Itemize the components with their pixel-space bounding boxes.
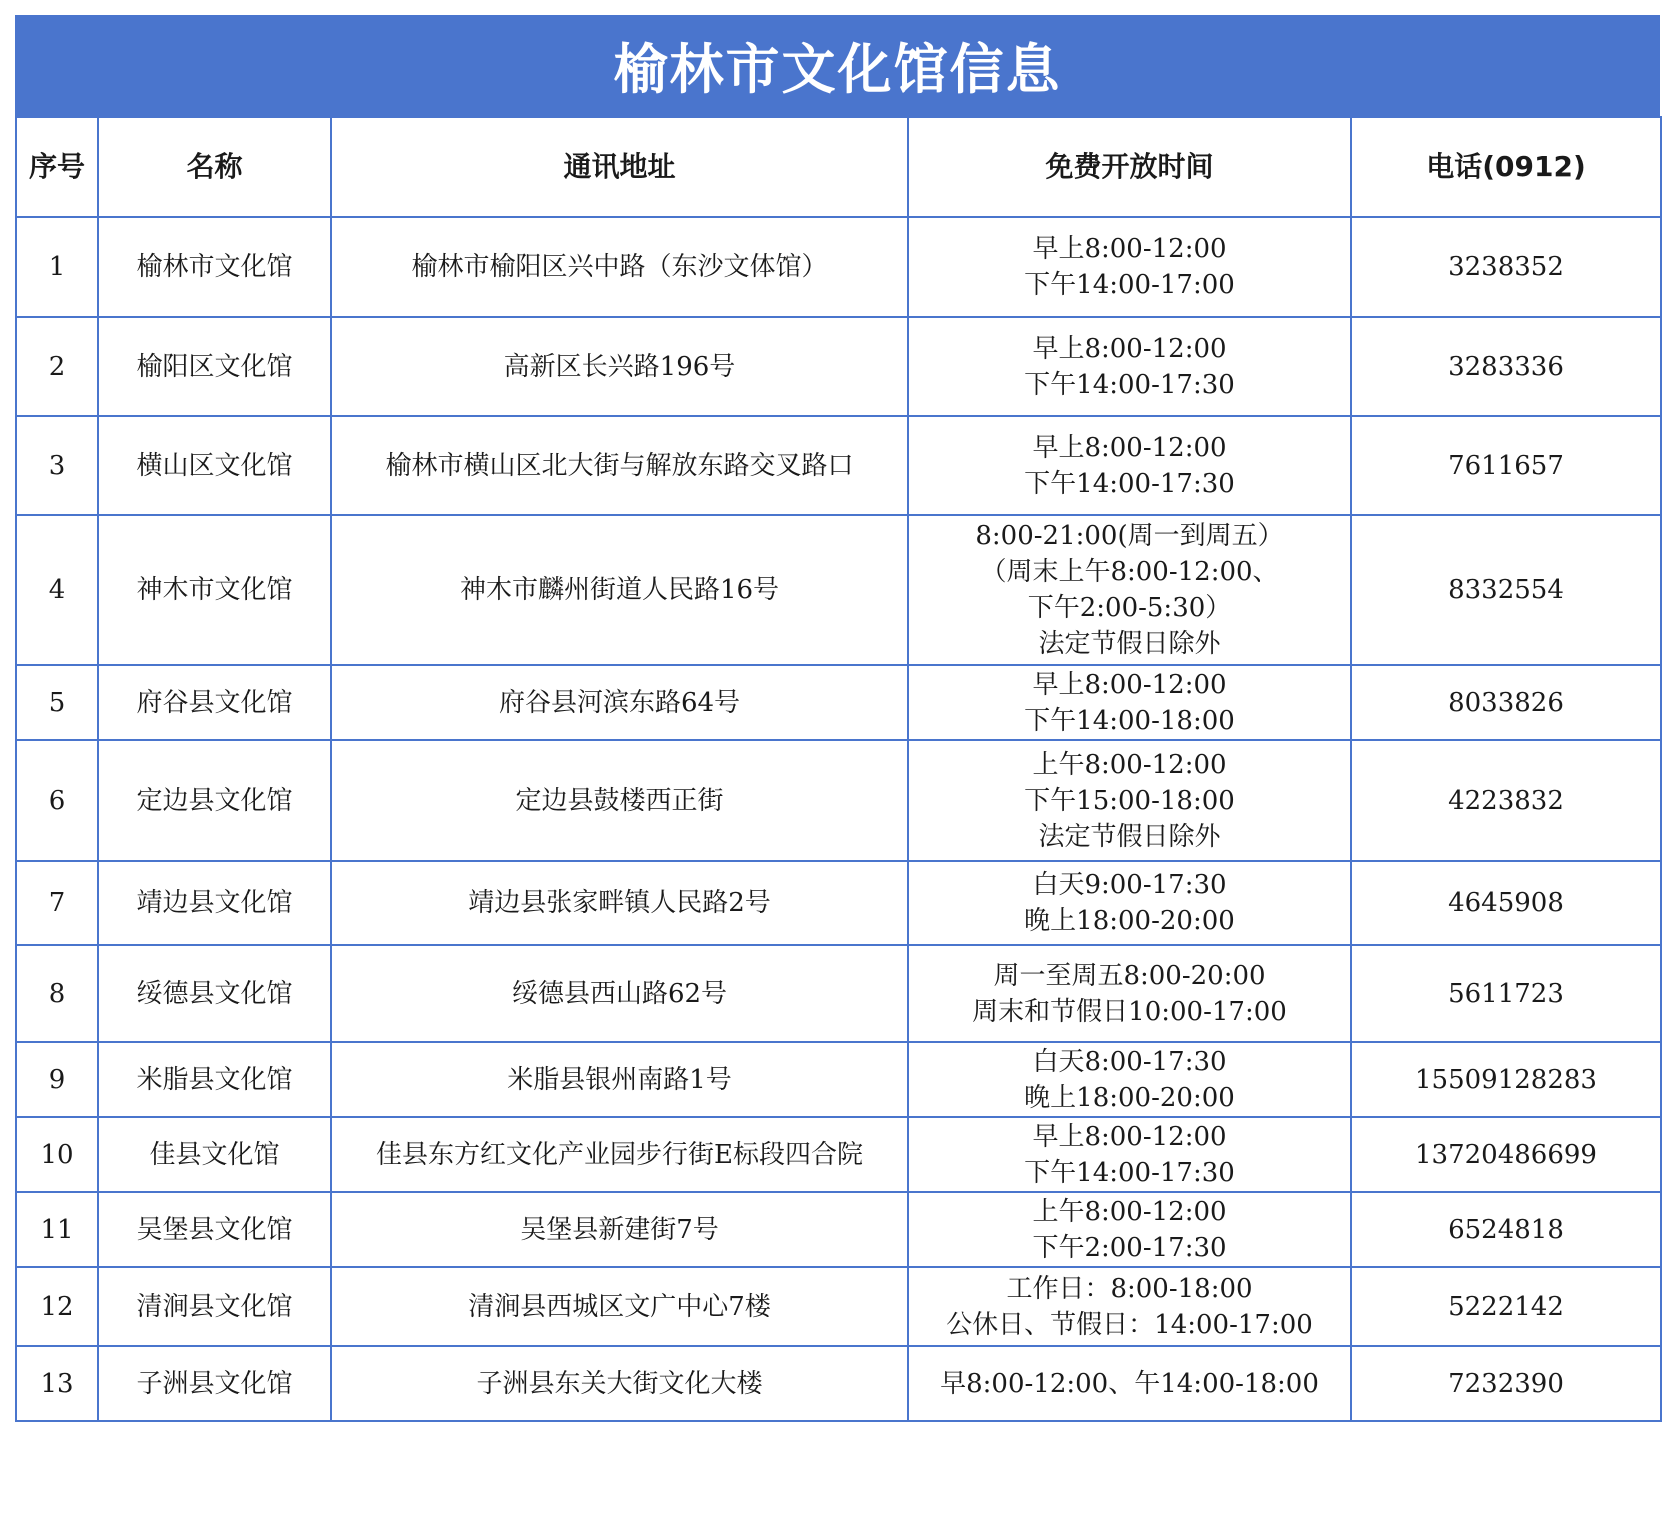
phone-number: 7232390 <box>1351 1346 1661 1421</box>
row-number: 1 <box>16 217 98 317</box>
opening-hours-line: 下午14:00-17:00 <box>1024 270 1235 300</box>
phone-number: 13720486699 <box>1351 1117 1661 1192</box>
phone-number: 7611657 <box>1351 416 1661 515</box>
opening-hours-line: 法定节假日除外 <box>1038 821 1221 852</box>
opening-hours-line: 上午8:00-12:00 <box>1032 749 1227 780</box>
phone-number: 5611723 <box>1351 945 1661 1042</box>
opening-hours <box>908 317 1351 416</box>
opening-hours-line: 上午8:00-12:00 <box>1032 1196 1227 1227</box>
center-name: 神木市文化馆 <box>98 515 331 665</box>
table-row <box>16 1042 1661 1117</box>
center-name: 榆林市文化馆 <box>98 217 331 317</box>
opening-hours-line: 白天9:00-17:30 <box>1032 870 1227 900</box>
center-name: 定边县文化馆 <box>98 740 331 861</box>
row-number: 13 <box>16 1346 98 1421</box>
opening-hours-line: （周末上午8:00-12:00、 <box>980 557 1279 587</box>
table-row <box>16 740 1661 861</box>
table-row <box>16 317 1661 416</box>
opening-hours <box>908 416 1351 515</box>
opening-hours-line: 下午14:00-17:30 <box>1024 1157 1235 1188</box>
phone-number: 3238352 <box>1351 217 1661 317</box>
page-title: 榆林市文化馆信息 <box>15 15 1660 116</box>
row-number: 6 <box>16 740 98 861</box>
phone-number: 4645908 <box>1351 861 1661 945</box>
phone-number: 15509128283 <box>1351 1042 1661 1117</box>
center-address: 榆林市横山区北大街与解放东路交叉路口 <box>331 416 908 515</box>
center-name: 子洲县文化馆 <box>98 1346 331 1421</box>
center-address: 府谷县河滨东路64号 <box>331 665 908 740</box>
opening-hours <box>908 861 1351 945</box>
opening-hours-line: 早上8:00-12:00 <box>1032 1121 1227 1152</box>
row-number: 11 <box>16 1192 98 1267</box>
center-name: 绥德县文化馆 <box>98 945 331 1042</box>
opening-hours-line: 早上8:00-12:00 <box>1032 669 1227 700</box>
opening-hours-line: 周末和节假日10:00-17:00 <box>972 996 1287 1027</box>
table-row <box>16 945 1661 1042</box>
opening-hours-line: 白天8:00-17:30 <box>1032 1046 1227 1077</box>
opening-hours-line: 公休日、节假日：14:00-17:00 <box>946 1309 1313 1340</box>
row-number: 7 <box>16 861 98 945</box>
center-name: 横山区文化馆 <box>98 416 331 515</box>
opening-hours <box>908 1346 1351 1421</box>
opening-hours-line: 法定节假日除外 <box>1038 629 1221 659</box>
center-address: 吴堡县新建街7号 <box>331 1192 908 1267</box>
table-row <box>16 861 1661 945</box>
opening-hours-line: 早上8:00-12:00 <box>1032 333 1227 364</box>
column-header-address: 通讯地址 <box>331 117 908 217</box>
center-address: 高新区长兴路196号 <box>331 317 908 416</box>
opening-hours-line: 下午2:00-17:30 <box>1032 1232 1227 1263</box>
center-address: 米脂县银州南路1号 <box>331 1042 908 1117</box>
opening-hours <box>908 1117 1351 1192</box>
phone-number: 8033826 <box>1351 665 1661 740</box>
center-name: 米脂县文化馆 <box>98 1042 331 1117</box>
center-address: 定边县鼓楼西正街 <box>331 740 908 861</box>
opening-hours <box>908 740 1351 861</box>
column-header-name: 名称 <box>98 117 331 217</box>
table-row <box>16 515 1661 665</box>
table-row <box>16 665 1661 740</box>
table-row <box>16 1117 1661 1192</box>
center-name: 佳县文化馆 <box>98 1117 331 1192</box>
column-header-no: 序号 <box>16 117 98 217</box>
phone-number: 6524818 <box>1351 1192 1661 1267</box>
center-address: 清涧县西城区文广中心7楼 <box>331 1267 908 1346</box>
row-number: 9 <box>16 1042 98 1117</box>
center-address: 绥德县西山路62号 <box>331 945 908 1042</box>
table-row <box>16 416 1661 515</box>
row-number: 12 <box>16 1267 98 1346</box>
row-number: 4 <box>16 515 98 665</box>
opening-hours-line: 8:00-21:00(周一到周五） <box>975 521 1284 551</box>
center-address: 榆林市榆阳区兴中路（东沙文体馆） <box>331 217 908 317</box>
row-number: 5 <box>16 665 98 740</box>
table-row <box>16 1267 1661 1346</box>
center-address: 靖边县张家畔镇人民路2号 <box>331 861 908 945</box>
opening-hours-line: 下午14:00-17:30 <box>1024 369 1235 400</box>
opening-hours-line: 早8:00-12:00、午14:00-18:00 <box>940 1368 1319 1399</box>
center-address: 佳县东方红文化产业园步行街E标段四合院 <box>331 1117 908 1192</box>
phone-number: 4223832 <box>1351 740 1661 861</box>
opening-hours <box>908 1042 1351 1117</box>
row-number: 10 <box>16 1117 98 1192</box>
center-name: 府谷县文化馆 <box>98 665 331 740</box>
opening-hours-line: 早上8:00-12:00 <box>1032 432 1227 463</box>
opening-hours-line: 工作日：8:00-18:00 <box>1006 1273 1253 1304</box>
center-name: 吴堡县文化馆 <box>98 1192 331 1267</box>
phone-number: 5222142 <box>1351 1267 1661 1346</box>
phone-number: 3283336 <box>1351 317 1661 416</box>
opening-hours <box>908 217 1351 317</box>
center-address: 神木市麟州街道人民路16号 <box>331 515 908 665</box>
opening-hours-line: 下午14:00-17:30 <box>1024 468 1235 499</box>
opening-hours-line: 早上8:00-12:00 <box>1032 234 1227 264</box>
column-header-hours: 免费开放时间 <box>908 117 1351 217</box>
opening-hours <box>908 945 1351 1042</box>
opening-hours-line: 下午15:00-18:00 <box>1024 785 1235 816</box>
column-header-phone: 电话(0912) <box>1351 117 1661 217</box>
opening-hours <box>908 665 1351 740</box>
table-row <box>16 217 1661 317</box>
culture-center-table <box>15 116 1662 1422</box>
row-number: 8 <box>16 945 98 1042</box>
center-name: 榆阳区文化馆 <box>98 317 331 416</box>
table-row <box>16 1346 1661 1421</box>
center-name: 清涧县文化馆 <box>98 1267 331 1346</box>
table-row <box>16 1192 1661 1267</box>
opening-hours-line: 下午2:00-5:30） <box>1027 593 1232 623</box>
opening-hours <box>908 1192 1351 1267</box>
header-row <box>16 117 1661 217</box>
row-number: 2 <box>16 317 98 416</box>
phone-number: 8332554 <box>1351 515 1661 665</box>
opening-hours <box>908 1267 1351 1346</box>
opening-hours-line: 晚上18:00-20:00 <box>1024 1082 1235 1113</box>
center-name: 靖边县文化馆 <box>98 861 331 945</box>
row-number: 3 <box>16 416 98 515</box>
opening-hours-line: 晚上18:00-20:00 <box>1024 906 1235 936</box>
opening-hours-line: 周一至周五8:00-20:00 <box>993 960 1266 991</box>
center-address: 子洲县东关大街文化大楼 <box>331 1346 908 1421</box>
info-sheet <box>15 15 1660 1422</box>
opening-hours <box>908 515 1351 665</box>
opening-hours-line: 下午14:00-18:00 <box>1024 705 1235 736</box>
